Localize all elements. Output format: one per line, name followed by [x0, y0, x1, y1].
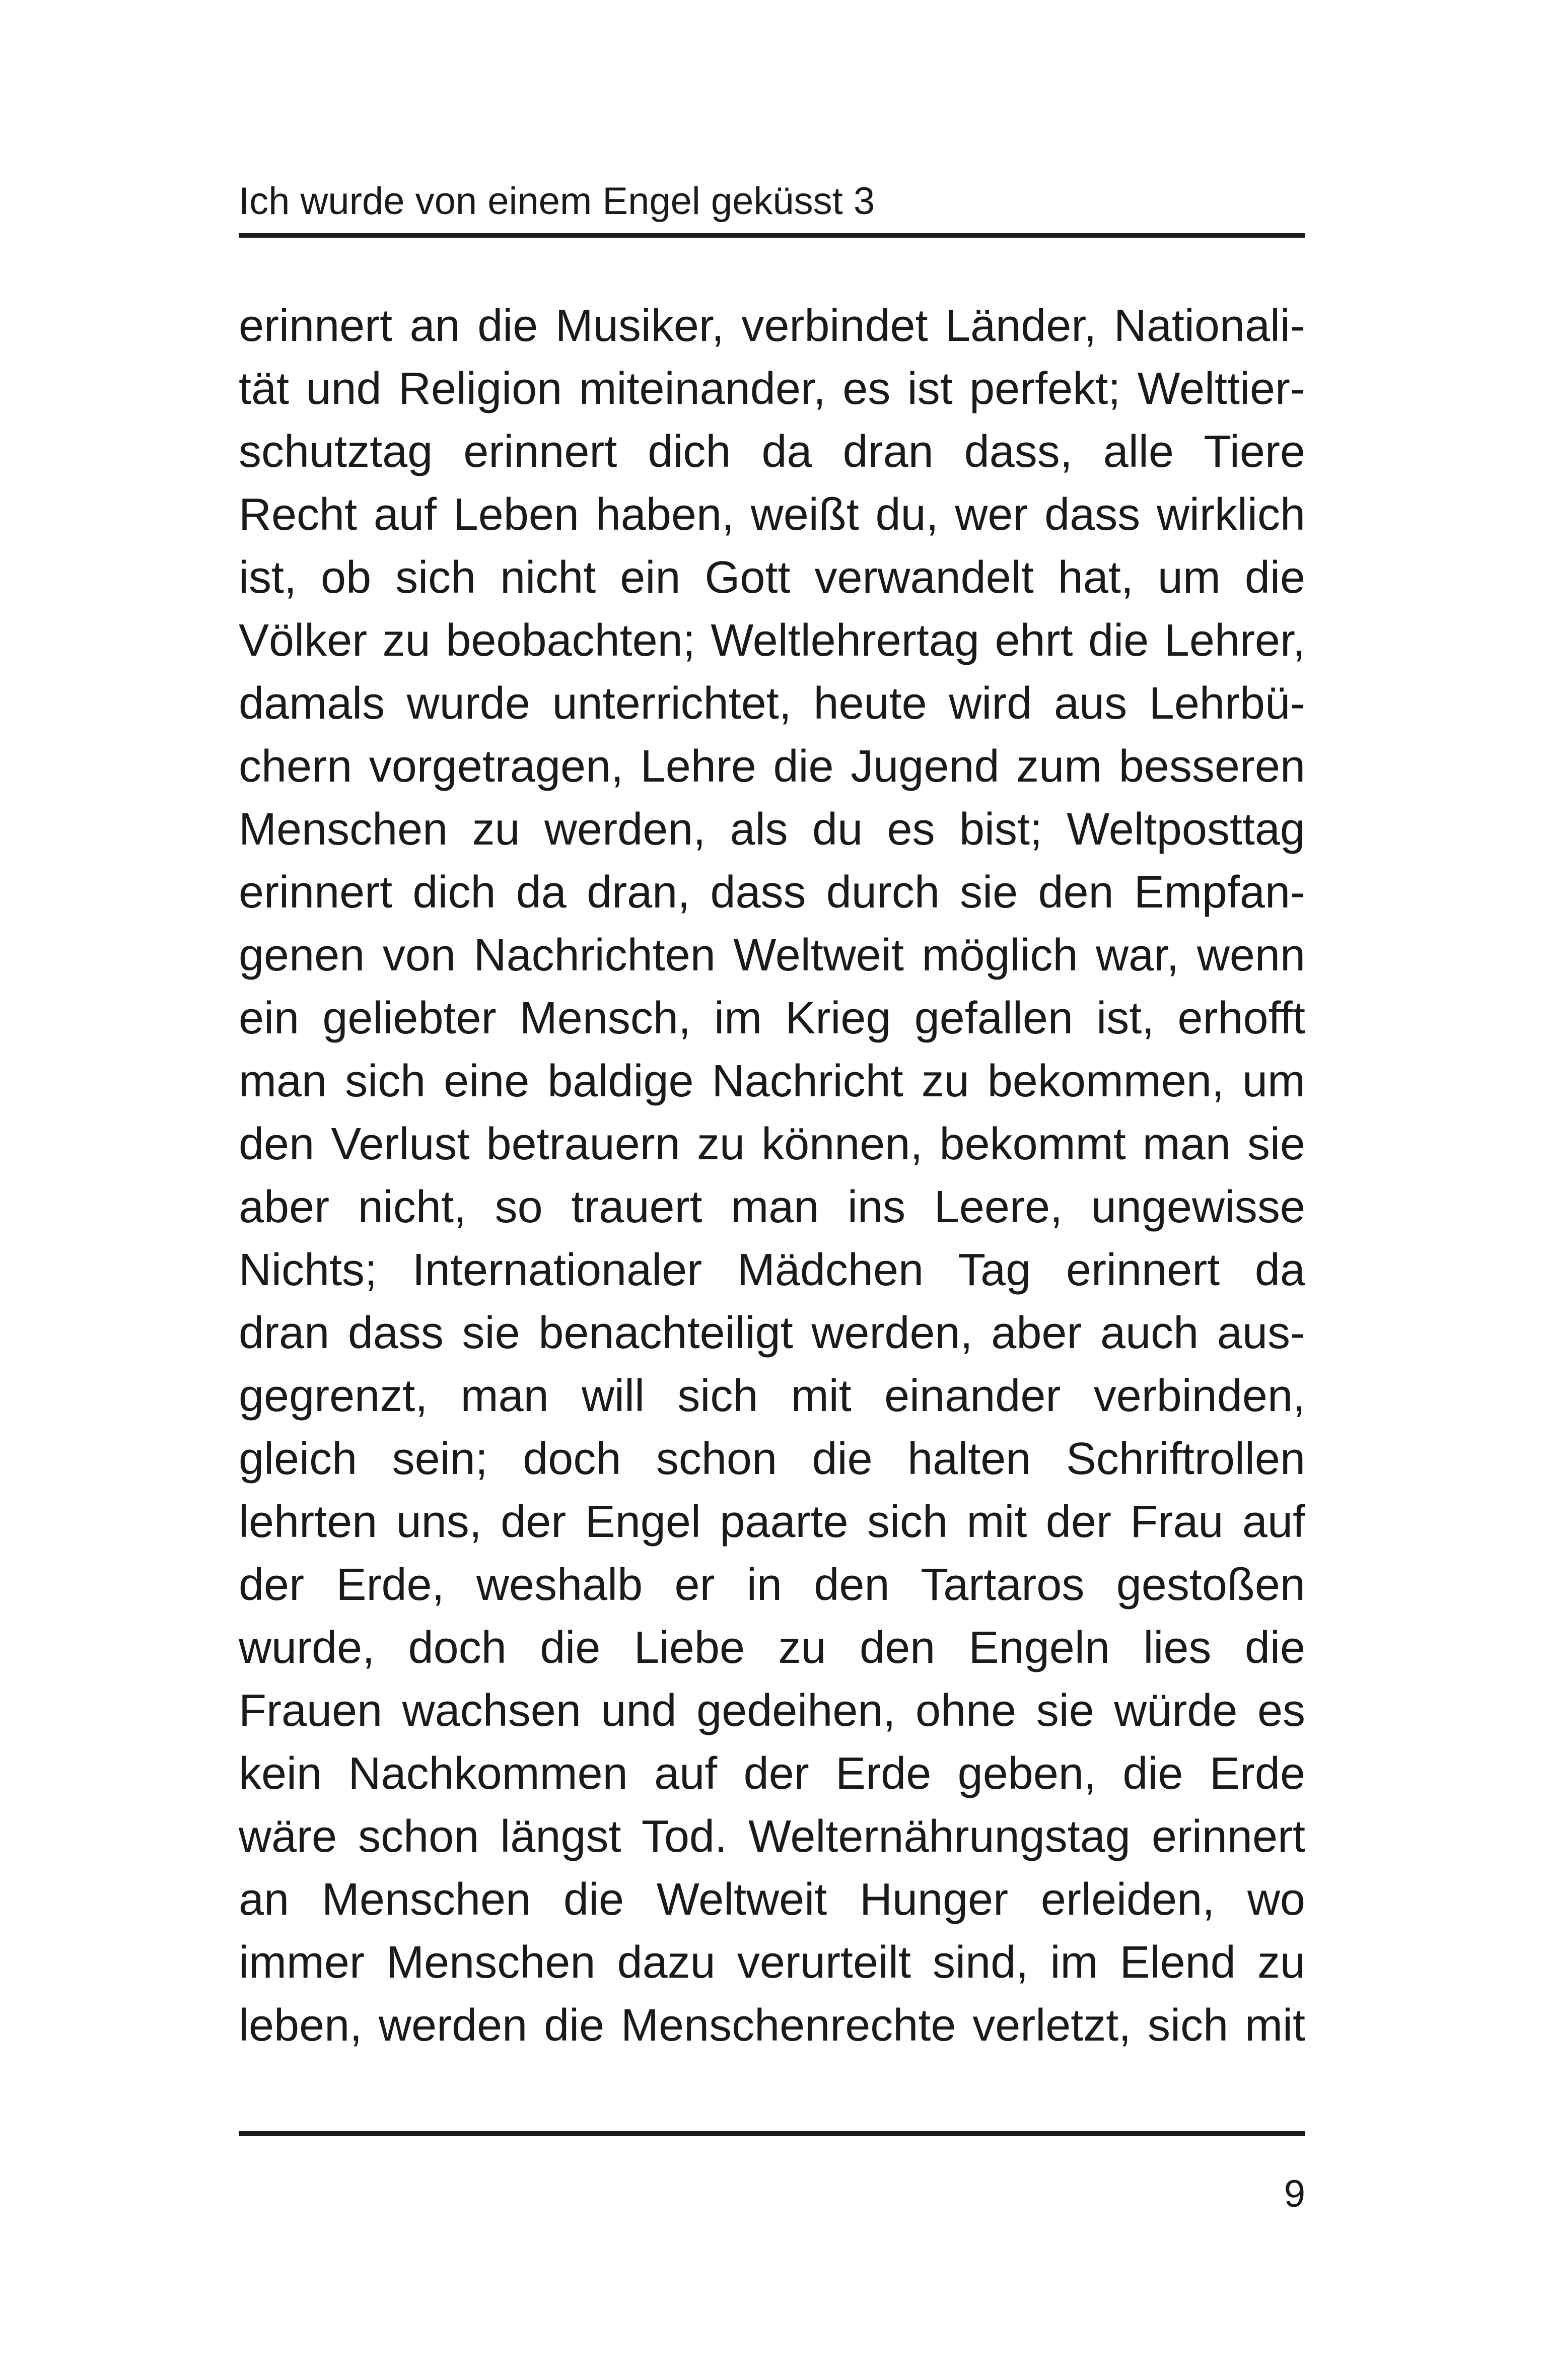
text-line: wurde, doch die Liebe zu den Engeln lies die	[239, 1623, 1305, 1673]
text-line: wäre schon längst Tod. Welternährungstag erinnert	[239, 1811, 1305, 1862]
text-line: immer Menschen dazu verurteilt sind, im Elend zu	[239, 1937, 1305, 1988]
text-line: an Menschen die Weltweit Hunger erleiden, wo	[239, 1874, 1305, 1925]
text-line: gegrenzt, man will sich mit einander verbinden,	[239, 1371, 1305, 1421]
text-line: ein geliebter Mensch, im Krieg gefallen ist, erhofft	[239, 993, 1305, 1043]
text-line: Frauen wachsen und gedeihen, ohne sie würde es	[239, 1686, 1305, 1736]
text-line: aber nicht, so trauert man ins Leere, ungewisse	[239, 1182, 1305, 1232]
text-line: Menschen zu werden, als du es bist; Weltposttag	[239, 804, 1305, 855]
text-line: ist, ob sich nicht ein Gott verwandelt hat, um die	[239, 552, 1305, 603]
text-line: schutztag erinnert dich da dran dass, alle Tiere	[239, 427, 1305, 477]
text-line: erinnert dich da dran, dass durch sie den Empfan-	[239, 867, 1305, 918]
body-text	[239, 295, 1305, 2057]
text-line: Recht auf Leben haben, weißt du, wer dass wirklich	[239, 489, 1305, 540]
text-line: kein Nachkommen auf der Erde geben, die Erde	[239, 1748, 1305, 1799]
text-line: man sich eine baldige Nachricht zu bekommen, um	[239, 1056, 1305, 1106]
page-number: 9	[1284, 2173, 1305, 2215]
text-line: tät und Religion miteinander, es ist perfekt; Welttier-	[239, 364, 1305, 414]
text-line: Nichts; Internationaler Mädchen Tag erinnert da	[239, 1245, 1305, 1295]
text-line: Völker zu beobachten; Weltlehrertag ehrt die Lehrer,	[239, 615, 1305, 666]
text-line: leben, werden die Menschenrechte verletzt, sich mit	[239, 2000, 1305, 2051]
text-line: erinnert an die Musiker, verbindet Länder, Nationali-	[239, 301, 1305, 351]
text-line: lehrten uns, der Engel paarte sich mit der Frau auf	[239, 1497, 1305, 1547]
text-line: gleich sein; doch schon die halten Schriftrollen	[239, 1434, 1305, 1484]
text-line: genen von Nachrichten Weltweit möglich war, wenn	[239, 930, 1305, 981]
footer-rule	[239, 2131, 1305, 2136]
text-line: den Verlust betrauern zu können, bekommt man sie	[239, 1119, 1305, 1169]
running-head-title: Ich wurde von einem Engel geküsst 3	[239, 180, 875, 223]
text-line: der Erde, weshalb er in den Tartaros gestoßen	[239, 1560, 1305, 1610]
header-rule	[239, 233, 1305, 238]
text-line: chern vorgetragen, Lehre die Jugend zum besseren	[239, 741, 1305, 792]
text-line: damals wurde unterrichtet, heute wird aus Lehrbü-	[239, 678, 1305, 729]
text-line: dran dass sie benachteiligt werden, aber auch aus-	[239, 1308, 1305, 1358]
